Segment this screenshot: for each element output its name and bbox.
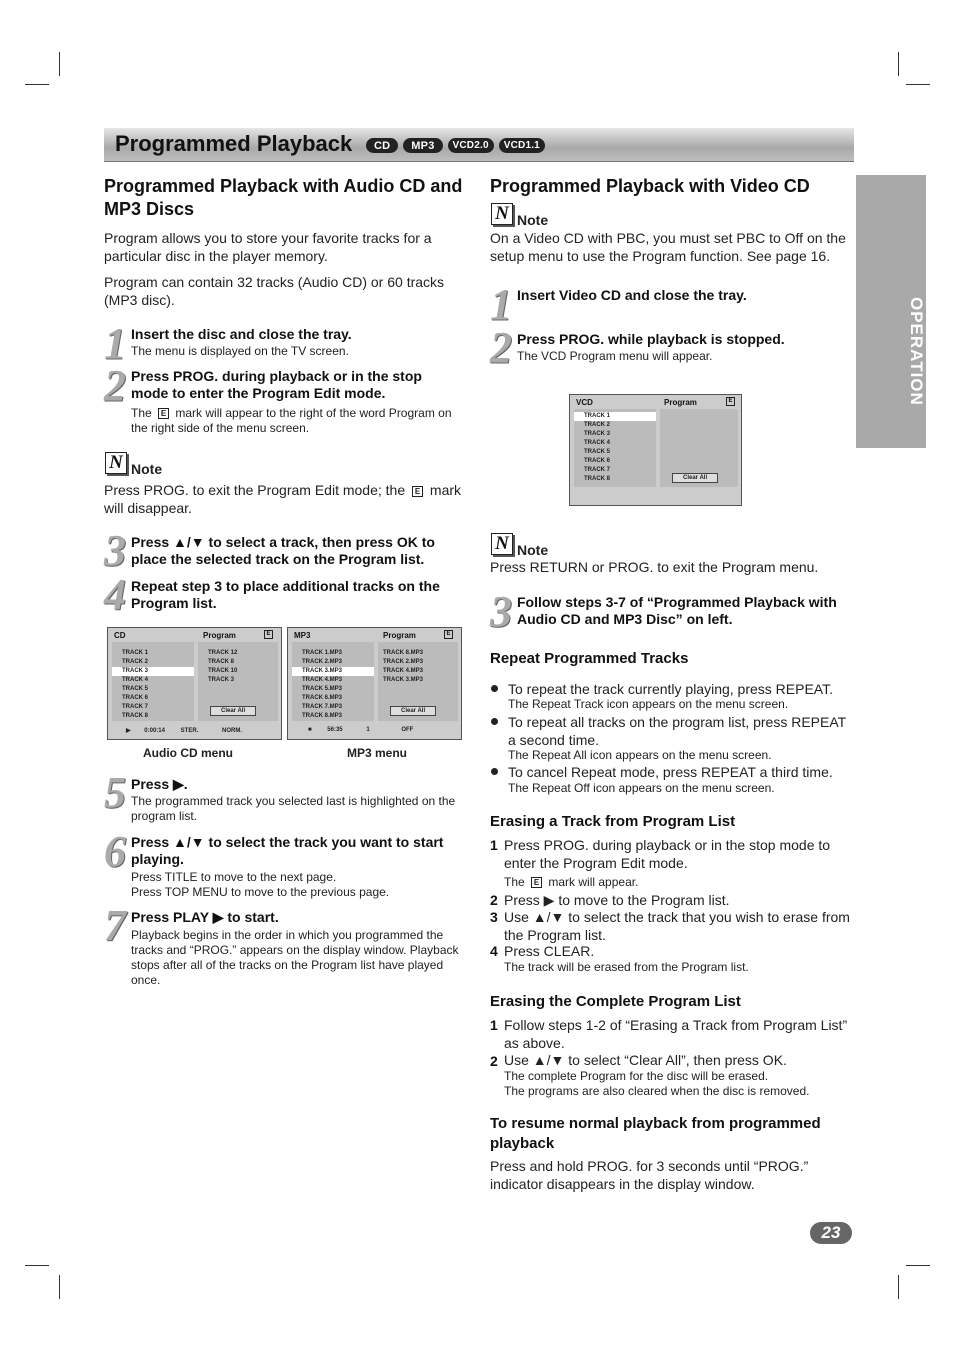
vcd20-badge: VCD2.0: [448, 138, 494, 153]
mp3-badge: MP3: [403, 138, 442, 153]
step-subtext: The programs are also cleared when the disc is removed.: [504, 1084, 810, 1098]
list-item: TRACK 6: [122, 695, 149, 701]
step-text: Insert Video CD and close the tray.: [517, 287, 747, 303]
step-number: 3: [490, 587, 512, 636]
list-number: 3: [490, 909, 498, 925]
audio-cd-menu: [107, 627, 282, 740]
bullet-icon: [491, 768, 498, 775]
step-subtext: Press TITLE to move to the next page.: [131, 870, 337, 884]
step-text: Press ▲/▼ to select a track, then press OK to place the selected track on the Program list.: [131, 534, 435, 567]
list-item: TRACK 2.MP3: [302, 659, 343, 665]
step-text: Press ▶.: [131, 776, 188, 792]
menu-caption: Audio CD menu: [143, 746, 233, 760]
menu-caption: MP3 menu: [347, 746, 408, 760]
program-list: [378, 642, 458, 721]
list-item: TRACK 6: [584, 458, 611, 464]
step-subtext: The track will be erased from the Program list.: [504, 960, 749, 974]
erase-all-heading: Erasing the Complete Program List: [490, 993, 741, 1010]
list-item: TRACK 5: [122, 686, 149, 692]
step-subtext: The VCD Program menu will appear.: [517, 349, 713, 363]
step-number: 2: [104, 361, 126, 410]
list-item: TRACK 5: [584, 449, 611, 455]
erase-track-heading: Erasing a Track from Program List: [490, 813, 736, 830]
step-subtext: The E mark will appear.: [504, 875, 639, 889]
menu-footer: ■ 56:35 1 OFF: [308, 727, 414, 733]
note-text: Press PROG. to exit the Program Edit mode; the E mark will disappear.: [104, 482, 462, 516]
list-item: TRACK 8: [584, 476, 611, 482]
step-text: Press PROG. while playback is stopped.: [517, 331, 785, 347]
list-item: TRACK 1: [122, 650, 149, 656]
list-number: 1: [490, 1017, 498, 1033]
clear-all-button: Clear All: [210, 706, 256, 716]
step-subtext: Playback begins in the order in which you programmed the tracks and “PROG.” appears on the display window. Playback stops after all of the tracks on the Program list have played once.: [131, 928, 459, 987]
step-subtext: The menu is displayed on the TV screen.: [131, 344, 349, 358]
list-item: TRACK 8.MP3: [302, 713, 343, 719]
note-label: Note: [517, 542, 549, 558]
page-number: 23: [810, 1222, 852, 1244]
list-item: TRACK 10: [208, 668, 238, 674]
list-item: TRACK 3.MP3: [292, 667, 374, 676]
step-number: 3: [104, 526, 126, 575]
menu-header: VCD Program E: [570, 395, 741, 409]
step-text: Use ▲/▼ to select “Clear All”, then press OK.: [504, 1052, 787, 1068]
step-subtext: The complete Program for the disc will be erased.: [504, 1069, 769, 1083]
crop-mark: [59, 1275, 60, 1299]
list-item: TRACK 5.MP3: [302, 686, 343, 692]
note-icon: N: [491, 533, 513, 555]
list-item: TRACK 4: [122, 677, 149, 683]
list-item: TRACK 8.MP3: [383, 650, 424, 656]
menu-header: MP3 Program E: [288, 628, 461, 642]
list-item: TRACK 7: [584, 467, 611, 473]
edit-mark-icon: E: [531, 877, 542, 888]
list-item: TRACK 2.MP3: [383, 659, 424, 665]
crop-mark: [59, 52, 60, 76]
step-subtext: Press TOP MENU to move to the previous page.: [131, 885, 390, 899]
section-banner: [104, 128, 854, 162]
edit-mark-icon: E: [726, 397, 735, 406]
list-item: TRACK 3.MP3: [383, 677, 424, 683]
list-item: TRACK 7.MP3: [302, 704, 343, 710]
menu-header: CD Program E: [108, 628, 281, 642]
vcd11-badge: VCD1.1: [499, 138, 545, 153]
step-text: Follow steps 3-7 of “Programmed Playback with Audio CD and MP3 Disc” on left.: [517, 594, 837, 627]
list-item: TRACK 1: [574, 412, 656, 421]
clear-all-button: Clear All: [672, 473, 718, 483]
bullet-subtext: The Repeat Off icon appears on the menu screen.: [508, 781, 775, 795]
step-number: 1: [104, 319, 126, 368]
mp3-menu: [287, 627, 462, 740]
bullet-subtext: The Repeat Track icon appears on the menu screen.: [508, 697, 789, 711]
bullet-subtext: The Repeat All icon appears on the menu screen.: [508, 748, 772, 762]
list-item: TRACK 4.MP3: [383, 668, 424, 674]
step-text: Press ▶ to move to the Program list.: [504, 892, 730, 908]
clear-all-button: Clear All: [390, 706, 436, 716]
list-item: TRACK 3: [112, 667, 194, 676]
bullet-text: To repeat all tracks on the program list, press REPEAT a second time.: [508, 714, 846, 748]
list-number: 4: [490, 943, 498, 959]
bullet-text: To repeat the track currently playing, press REPEAT.: [508, 681, 833, 697]
list-item: TRACK 4.MP3: [302, 677, 343, 683]
step-number: 1: [490, 280, 512, 329]
bullet-icon: [491, 685, 498, 692]
step-text: Repeat step 3 to place additional tracks on the Program list.: [131, 578, 440, 611]
crop-mark: [25, 84, 49, 85]
vcd-menu: [569, 394, 742, 506]
list-item: TRACK 8: [208, 659, 235, 665]
crop-mark: [906, 84, 930, 85]
list-number: 2: [490, 892, 498, 908]
track-list: [112, 642, 194, 721]
edit-mark-icon: E: [264, 630, 273, 639]
program-list: [660, 409, 738, 487]
track-list: [292, 642, 374, 721]
step-number: 5: [104, 768, 126, 817]
step-number: 4: [104, 570, 126, 619]
resume-heading: To resume normal playback from programmed playback: [490, 1115, 821, 1152]
right-heading: Programmed Playback with Video CD: [490, 176, 810, 196]
list-item: TRACK 7: [122, 704, 149, 710]
program-list: [198, 642, 278, 721]
cd-badge: CD: [366, 138, 398, 153]
bullet-text: To cancel Repeat mode, press REPEAT a third time.: [508, 764, 833, 780]
intro-paragraph: Program allows you to store your favorite tracks for a particular disc in the player memory.: [104, 230, 432, 264]
step-subtext: The E mark will appear to the right of the word Program on the right side of the menu screen.: [131, 406, 452, 435]
step-text: Press CLEAR.: [504, 943, 595, 959]
step-text: Insert the disc and close the tray.: [131, 326, 352, 342]
list-item: TRACK 2: [122, 659, 149, 665]
crop-mark: [25, 1265, 49, 1266]
crop-mark: [906, 1265, 930, 1266]
list-number: 1: [490, 837, 498, 853]
note-icon: N: [105, 452, 127, 474]
list-item: TRACK 12: [208, 650, 238, 656]
list-number: 2: [490, 1053, 498, 1069]
step-text: Press ▲/▼ to select the track you want to start playing.: [131, 834, 444, 867]
list-item: TRACK 3: [584, 431, 611, 437]
step-subtext: The programmed track you selected last is highlighted on the program list.: [131, 794, 456, 823]
step-text: Press PROG. during playback or in the stop mode to enter the Program Edit mode.: [504, 837, 831, 871]
edit-mark-icon: E: [412, 486, 423, 497]
list-item: TRACK 3: [208, 677, 235, 683]
list-item: TRACK 4: [584, 440, 611, 446]
step-text: Press PLAY ▶ to start.: [131, 909, 279, 925]
step-text: Use ▲/▼ to select the track that you wish to erase from the Program list.: [504, 909, 850, 943]
page-title: Programmed Playback: [115, 131, 353, 156]
side-tab-label: OPERATION: [907, 297, 926, 406]
crop-mark: [898, 52, 899, 76]
edit-mark-icon: E: [444, 630, 453, 639]
note-text: Press RETURN or PROG. to exit the Program menu.: [490, 559, 819, 575]
edit-mark-icon: E: [158, 408, 169, 419]
list-item: TRACK 1.MP3: [302, 650, 343, 656]
note-text: On a Video CD with PBC, you must set PBC to Off on the setup menu to use the Program function. See page 16.: [490, 230, 846, 264]
resume-text: Press and hold PROG. for 3 seconds until “PROG.” indicator disappears in the display window.: [490, 1158, 809, 1192]
note-label: Note: [517, 212, 549, 228]
note-label: Note: [131, 461, 163, 477]
list-item: TRACK 2: [584, 422, 611, 428]
repeat-heading: Repeat Programmed Tracks: [490, 650, 689, 667]
intro-paragraph: Program can contain 32 tracks (Audio CD) or 60 tracks (MP3 disc).: [104, 274, 445, 308]
side-tab: [856, 175, 926, 448]
note-icon: N: [491, 203, 513, 225]
crop-mark: [898, 1275, 899, 1299]
menu-footer: ▶ 0:00:14 STER. NORM.: [126, 728, 242, 734]
step-text: Follow steps 1-2 of “Erasing a Track from Program List” as above.: [504, 1017, 848, 1051]
step-number: 7: [104, 901, 126, 950]
track-list: [574, 409, 656, 487]
bullet-icon: [491, 718, 498, 725]
step-number: 2: [490, 323, 512, 372]
step-number: 6: [104, 827, 126, 876]
left-heading: Programmed Playback with Audio CD and MP3 Discs: [104, 176, 463, 219]
list-item: TRACK 8: [122, 713, 149, 719]
list-item: TRACK 6.MP3: [302, 695, 343, 701]
step-text: Press PROG. during playback or in the stop mode to enter the Program Edit mode.: [131, 368, 422, 401]
